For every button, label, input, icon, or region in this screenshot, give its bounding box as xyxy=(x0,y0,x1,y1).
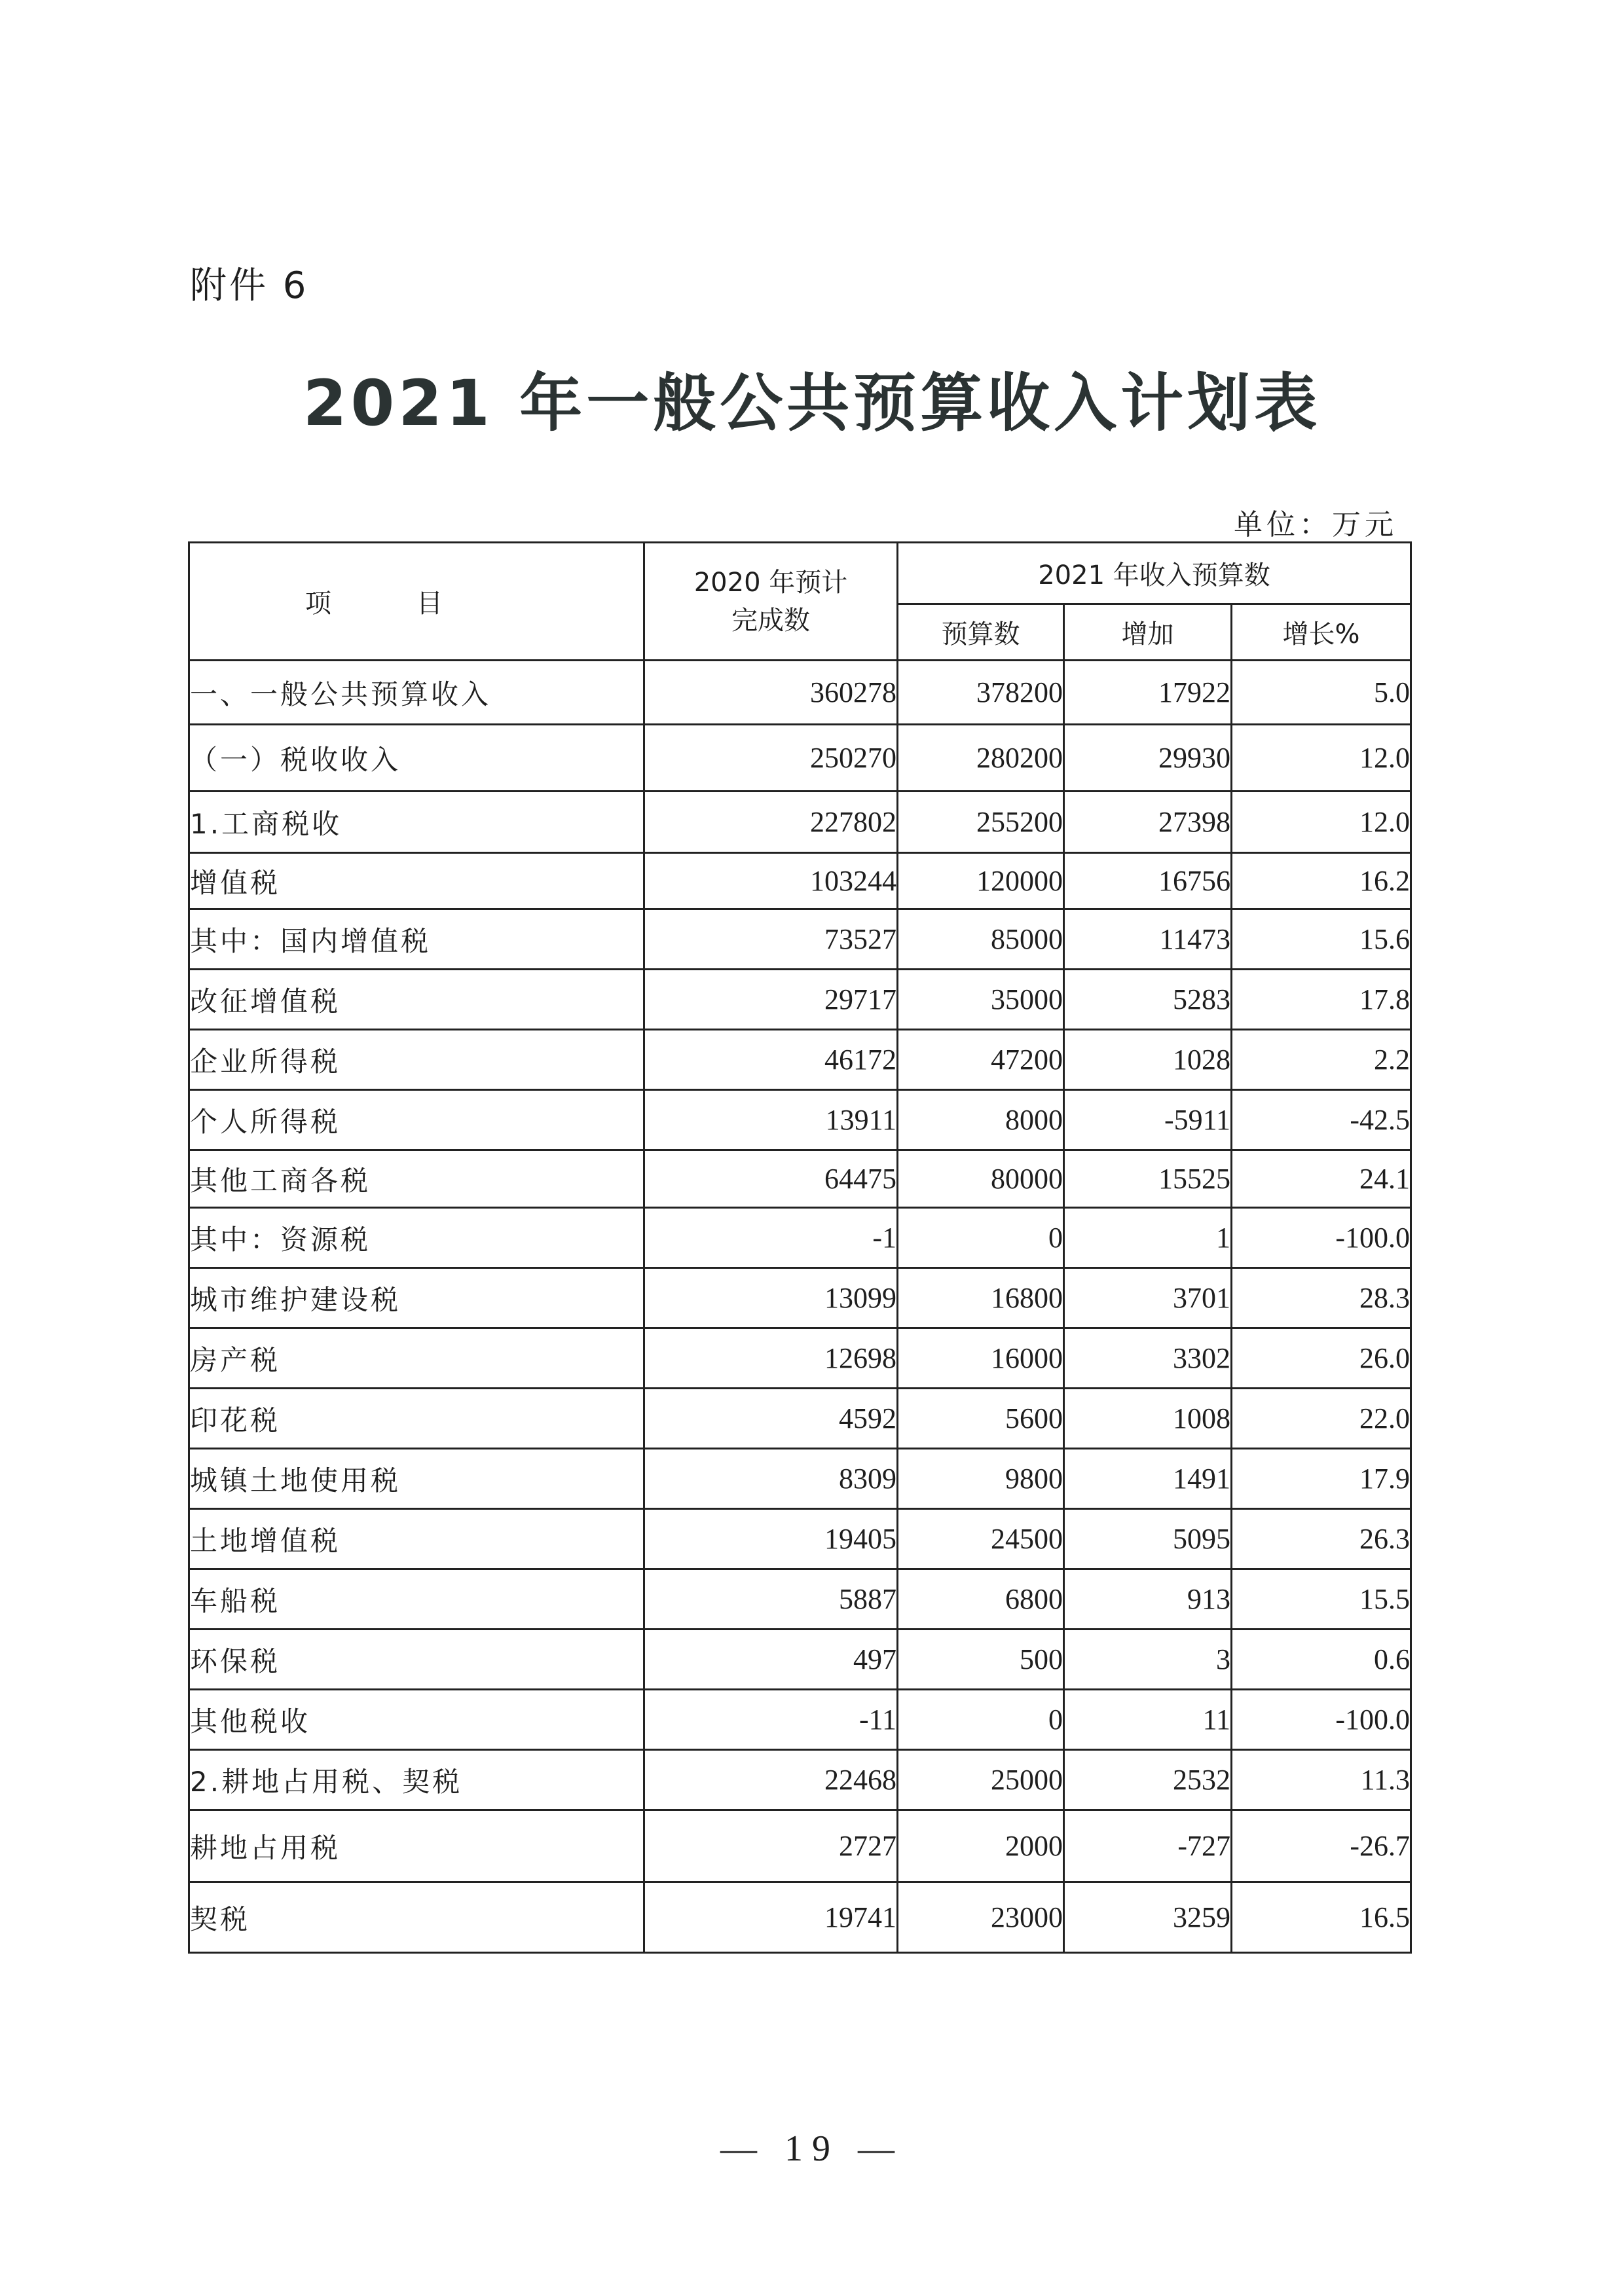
row-prev-value: 22468 xyxy=(644,1750,898,1810)
row-increase-value: 1028 xyxy=(1064,1030,1232,1090)
row-increase-value: 1 xyxy=(1064,1208,1232,1268)
row-growth-value: 16.5 xyxy=(1232,1882,1411,1953)
row-budget-value: 255200 xyxy=(898,792,1064,853)
row-budget-value: 25000 xyxy=(898,1750,1064,1810)
row-name: 环保税 xyxy=(189,1630,644,1690)
row-prev-value: 12698 xyxy=(644,1328,898,1389)
row-budget-value: 9800 xyxy=(898,1449,1064,1509)
row-budget-value: 80000 xyxy=(898,1150,1064,1208)
row-increase-value: -727 xyxy=(1064,1810,1232,1882)
table-row xyxy=(189,1569,1411,1630)
row-budget-value: 24500 xyxy=(898,1509,1064,1569)
header-prev-line1: 2020 年预计 xyxy=(693,567,848,598)
row-increase-value: 11 xyxy=(1064,1690,1232,1750)
row-increase-value: 11473 xyxy=(1064,909,1232,970)
row-increase-value: 3701 xyxy=(1064,1268,1232,1328)
row-growth-value: 26.0 xyxy=(1232,1328,1411,1389)
row-increase-value: 3302 xyxy=(1064,1328,1232,1389)
row-budget-value: 120000 xyxy=(898,853,1064,909)
row-prev-value: -11 xyxy=(644,1690,898,1750)
table-body xyxy=(189,661,1411,1953)
row-name: 房产税 xyxy=(189,1328,644,1389)
table-row xyxy=(189,853,1411,909)
table-row xyxy=(189,1090,1411,1150)
row-growth-value: -100.0 xyxy=(1232,1208,1411,1268)
table-row xyxy=(189,1810,1411,1882)
row-name: 耕地占用税 xyxy=(189,1810,644,1882)
row-prev-value: 360278 xyxy=(644,661,898,725)
row-budget-value: 2000 xyxy=(898,1810,1064,1882)
page-number: — 19 — xyxy=(720,2128,904,2169)
table-row xyxy=(189,970,1411,1030)
row-name: 1.工商税收 xyxy=(189,792,644,853)
header-budget: 预算数 xyxy=(898,604,1064,661)
row-budget-value: 0 xyxy=(898,1208,1064,1268)
row-budget-value: 85000 xyxy=(898,909,1064,970)
row-growth-value: 12.0 xyxy=(1232,792,1411,853)
row-prev-value: 2727 xyxy=(644,1810,898,1882)
table-row xyxy=(189,909,1411,970)
table-row xyxy=(189,1030,1411,1090)
table-row xyxy=(189,1268,1411,1328)
row-budget-value: 6800 xyxy=(898,1569,1064,1630)
row-growth-value: 2.2 xyxy=(1232,1030,1411,1090)
row-growth-value: 17.9 xyxy=(1232,1449,1411,1509)
row-prev-value: 250270 xyxy=(644,725,898,792)
row-growth-value: 12.0 xyxy=(1232,725,1411,792)
row-name: 一、一般公共预算收入 xyxy=(189,661,644,725)
row-name: 2.耕地占用税、契税 xyxy=(189,1750,644,1810)
row-increase-value: -5911 xyxy=(1064,1090,1232,1150)
row-name: 契税 xyxy=(189,1882,644,1953)
row-increase-value: 1008 xyxy=(1064,1389,1232,1449)
table-row xyxy=(189,792,1411,853)
row-prev-value: 29717 xyxy=(644,970,898,1030)
row-increase-value: 5095 xyxy=(1064,1509,1232,1569)
row-name: 增值税 xyxy=(189,853,644,909)
row-name: 城镇土地使用税 xyxy=(189,1449,644,1509)
header-prev-line2: 完成数 xyxy=(731,605,810,636)
row-growth-value: 28.3 xyxy=(1232,1268,1411,1328)
budget-table xyxy=(188,541,1412,1954)
row-growth-value: -26.7 xyxy=(1232,1810,1411,1882)
row-growth-value: 0.6 xyxy=(1232,1630,1411,1690)
table-row xyxy=(189,1150,1411,1208)
table-row xyxy=(189,1630,1411,1690)
row-budget-value: 378200 xyxy=(898,661,1064,725)
table-row xyxy=(189,1882,1411,1953)
row-budget-value: 500 xyxy=(898,1630,1064,1690)
row-growth-value: -100.0 xyxy=(1232,1690,1411,1750)
row-increase-value: 15525 xyxy=(1064,1150,1232,1208)
row-increase-value: 5283 xyxy=(1064,970,1232,1030)
row-prev-value: 8309 xyxy=(644,1449,898,1509)
row-growth-value: 11.3 xyxy=(1232,1750,1411,1810)
row-increase-value: 27398 xyxy=(1064,792,1232,853)
row-budget-value: 16000 xyxy=(898,1328,1064,1389)
row-growth-value: 15.6 xyxy=(1232,909,1411,970)
row-growth-value: 16.2 xyxy=(1232,853,1411,909)
row-budget-value: 8000 xyxy=(898,1090,1064,1150)
row-growth-value: -42.5 xyxy=(1232,1090,1411,1150)
row-prev-value: 227802 xyxy=(644,792,898,853)
row-increase-value: 17922 xyxy=(1064,661,1232,725)
row-growth-value: 15.5 xyxy=(1232,1569,1411,1630)
row-budget-value: 35000 xyxy=(898,970,1064,1030)
row-prev-value: 19405 xyxy=(644,1509,898,1569)
row-budget-value: 5600 xyxy=(898,1389,1064,1449)
table-row xyxy=(189,1690,1411,1750)
row-prev-value: 5887 xyxy=(644,1569,898,1630)
header-prev xyxy=(644,543,898,661)
row-increase-value: 29930 xyxy=(1064,725,1232,792)
header-item: 项目 xyxy=(189,543,644,661)
row-name: 车船税 xyxy=(189,1569,644,1630)
unit-label: 单位：万元 xyxy=(1234,508,1397,541)
table-row xyxy=(189,1208,1411,1268)
row-name: 其中：国内增值税 xyxy=(189,909,644,970)
header-growth: 增长% xyxy=(1232,604,1411,661)
row-prev-value: 497 xyxy=(644,1630,898,1690)
row-prev-value: 4592 xyxy=(644,1389,898,1449)
table-row xyxy=(189,1389,1411,1449)
attachment-label: 附件 6 xyxy=(190,264,309,307)
table-row xyxy=(189,1328,1411,1389)
row-name: 个人所得税 xyxy=(189,1090,644,1150)
row-name: 改征增值税 xyxy=(189,970,644,1030)
row-growth-value: 22.0 xyxy=(1232,1389,1411,1449)
page-title: 2021 年一般公共预算收入计划表 xyxy=(303,367,1321,440)
table-row xyxy=(189,1449,1411,1509)
row-prev-value: 19741 xyxy=(644,1882,898,1953)
row-prev-value: -1 xyxy=(644,1208,898,1268)
row-prev-value: 13911 xyxy=(644,1090,898,1150)
table-row xyxy=(189,725,1411,792)
table-row xyxy=(189,1750,1411,1810)
row-prev-value: 13099 xyxy=(644,1268,898,1328)
row-prev-value: 103244 xyxy=(644,853,898,909)
row-name: 企业所得税 xyxy=(189,1030,644,1090)
row-budget-value: 280200 xyxy=(898,725,1064,792)
row-increase-value: 3259 xyxy=(1064,1882,1232,1953)
row-growth-value: 24.1 xyxy=(1232,1150,1411,1208)
row-name: （一）税收收入 xyxy=(189,725,644,792)
row-name: 印花税 xyxy=(189,1389,644,1449)
row-name: 其他工商各税 xyxy=(189,1150,644,1208)
header-increase: 增加 xyxy=(1064,604,1232,661)
row-growth-value: 26.3 xyxy=(1232,1509,1411,1569)
row-budget-value: 47200 xyxy=(898,1030,1064,1090)
table-row xyxy=(189,661,1411,725)
row-prev-value: 46172 xyxy=(644,1030,898,1090)
row-name: 城市维护建设税 xyxy=(189,1268,644,1328)
row-budget-value: 0 xyxy=(898,1690,1064,1750)
row-increase-value: 3 xyxy=(1064,1630,1232,1690)
row-name: 其他税收 xyxy=(189,1690,644,1750)
row-increase-value: 16756 xyxy=(1064,853,1232,909)
row-prev-value: 64475 xyxy=(644,1150,898,1208)
row-budget-value: 16800 xyxy=(898,1268,1064,1328)
row-budget-value: 23000 xyxy=(898,1882,1064,1953)
row-growth-value: 5.0 xyxy=(1232,661,1411,725)
row-increase-value: 913 xyxy=(1064,1569,1232,1630)
row-name: 土地增值税 xyxy=(189,1509,644,1569)
row-name: 其中：资源税 xyxy=(189,1208,644,1268)
row-increase-value: 1491 xyxy=(1064,1449,1232,1509)
row-prev-value: 73527 xyxy=(644,909,898,970)
row-increase-value: 2532 xyxy=(1064,1750,1232,1810)
row-growth-value: 17.8 xyxy=(1232,970,1411,1030)
header-group: 2021 年收入预算数 xyxy=(898,543,1411,604)
table-row xyxy=(189,1509,1411,1569)
